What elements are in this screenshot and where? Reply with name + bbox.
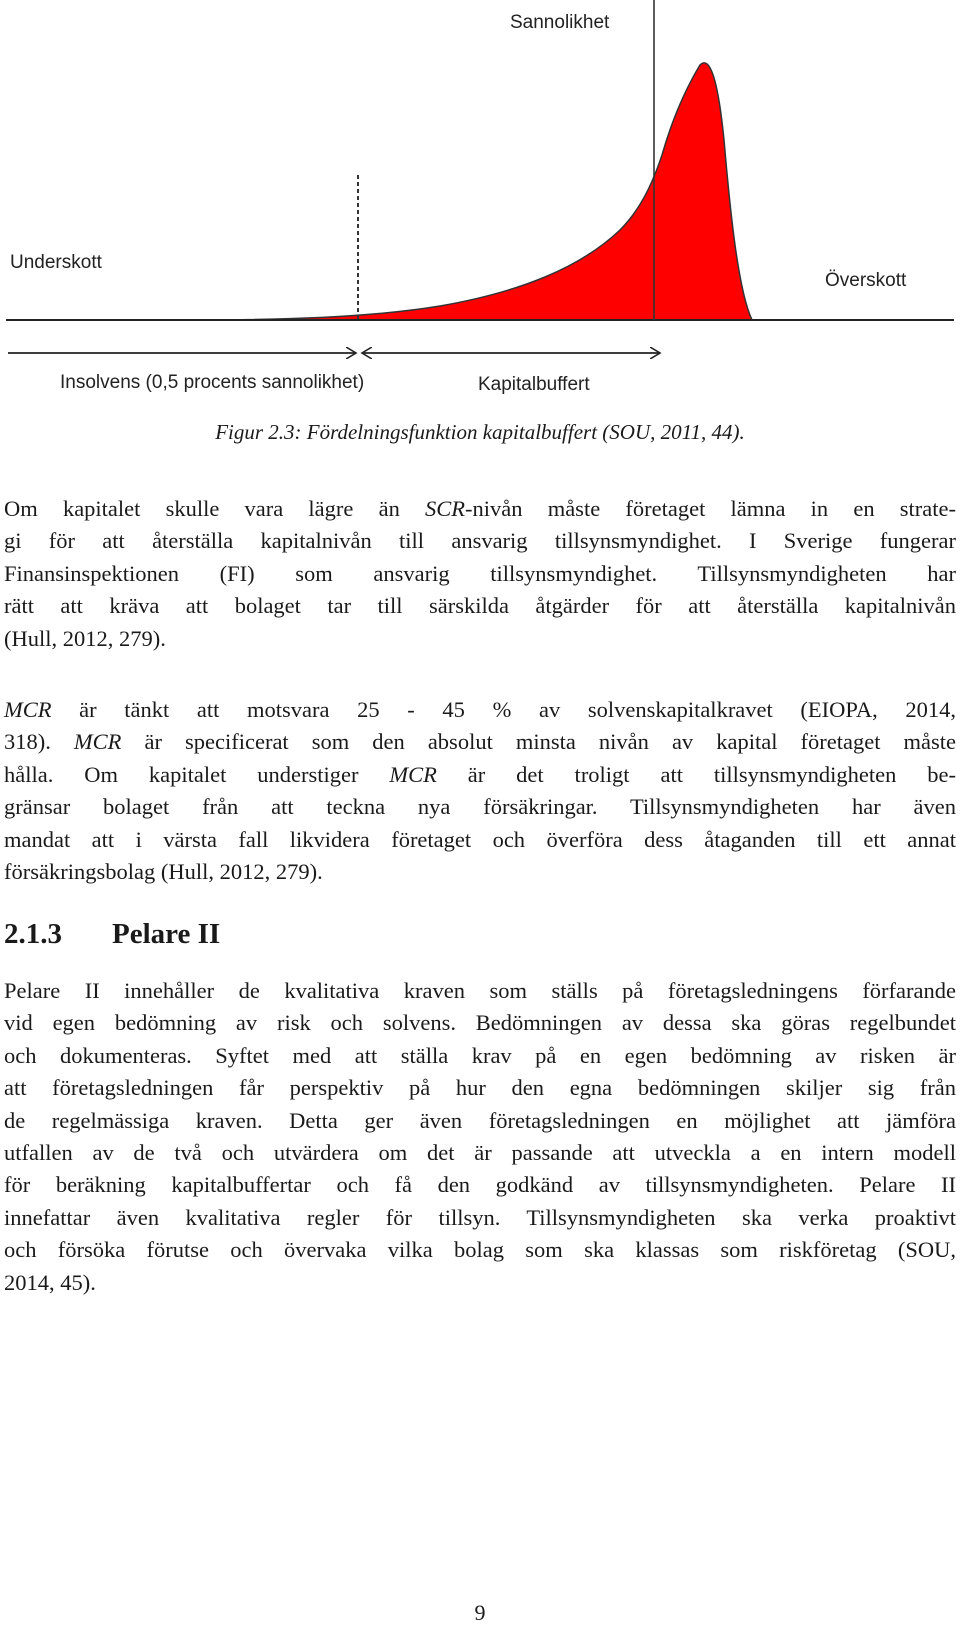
section-title: Pelare II	[112, 918, 221, 950]
text-line: innefattar även kvalitativa regler för tillsyn. Tillsynsmyndigheten ska verka proaktivt	[4, 1204, 956, 1230]
text-line	[4, 493, 956, 525]
text-span: hålla. Om kapitalet understiger	[4, 761, 390, 787]
page-number: 9	[474, 1600, 486, 1625]
text-line: försäkringsbolag (Hull, 2012, 279).	[4, 859, 323, 885]
math-mcr: MCR	[4, 697, 52, 722]
text-line: och försöka förutse och övervaka vilka bolag som ska klassas som riskföretag (SOU,	[4, 1237, 956, 1263]
text-span: är specificerat som den absolut minsta nivån av kapital företaget måste	[121, 729, 956, 755]
text-line: vid egen bedömning av risk och solvens. Bedömningen av dessa ska göras regelbundet	[4, 1010, 956, 1036]
paragraph-scr	[4, 493, 956, 655]
math-scr: SCR	[425, 496, 466, 521]
text-line	[4, 759, 956, 791]
text-line: gi för att återställa kapitalnivån till ansvarig tillsynsmyndighet. I Sverige fungerar	[4, 528, 956, 554]
text-span: är det troligt att tillsynsmyndigheten be-	[436, 761, 956, 787]
text-line: rätt att kräva att bolaget tar till särskilda åtgärder för att återställa kapitalnivån	[4, 593, 956, 619]
section-number: 2.1.3	[4, 918, 62, 950]
text-line: de regelmässiga kraven. Detta ger även företagsledningen en möjlighet att jämföra	[4, 1107, 956, 1133]
text-line: för beräkning kapitalbuffertar och få den godkänd av tillsynsmyndigheten. Pelare II	[4, 1172, 956, 1198]
text-line: Pelare II innehåller de kvalitativa kraven som ställs på företagsledningens förfarande	[4, 978, 956, 1003]
text-line	[4, 726, 956, 758]
text-line: utfallen av de två och utvärdera om det är passande att utveckla a en intern modell	[4, 1140, 956, 1166]
text-line	[4, 694, 956, 726]
math-mcr: MCR	[73, 729, 122, 755]
surplus-label: Överskott	[825, 270, 907, 291]
text-line: 2014, 45).	[4, 1269, 96, 1295]
insolvency-label: Insolvens (0,5 procents sannolikhet)	[60, 372, 365, 393]
text-line: och dokumenteras. Syftet med att ställa krav på en egen bedömning av risken är	[4, 1042, 956, 1068]
text-span: -nivån måste företaget lämna in en strate-	[465, 496, 956, 521]
text-line: (Hull, 2012, 279).	[4, 625, 166, 651]
figure-caption: Figur 2.3: Fördelningsfunktion kapitalbuffert (SOU, 2011, 44).	[215, 420, 745, 444]
text-line: mandat att i värsta fall likvidera företaget och överföra dess åtaganden till ett annat	[4, 826, 956, 852]
text-span: 318).	[4, 729, 74, 755]
distribution-diagram	[0, 0, 960, 400]
text-line: Finansinspektionen (FI) som ansvarig tillsynsmyndighet. Tillsynsmyndigheten har	[4, 560, 956, 586]
deficit-label: Underskott	[10, 252, 102, 273]
text-span: är tänkt att motsvara 25 - 45 % av solvenskapitalkravet (EIOPA, 2014,	[51, 697, 956, 722]
distribution-curve	[8, 63, 752, 320]
section-heading	[4, 918, 220, 951]
capital-buffer-label: Kapitalbuffert	[478, 374, 590, 395]
probability-label: Sannolikhet	[510, 12, 610, 33]
paragraph-mcr	[4, 694, 956, 888]
text-line: att företagsledningen får perspektiv på hur den egna bedömningen skiljer sig från	[4, 1075, 956, 1101]
text-line: gränsar bolaget från att teckna nya försäkringar. Tillsynsmyndigheten har även	[4, 794, 956, 820]
distribution-figure	[0, 0, 960, 400]
paragraph-pillar-two	[4, 975, 956, 1299]
math-mcr: MCR	[389, 761, 437, 787]
text-span: Om kapitalet skulle vara lägre än	[4, 496, 426, 521]
